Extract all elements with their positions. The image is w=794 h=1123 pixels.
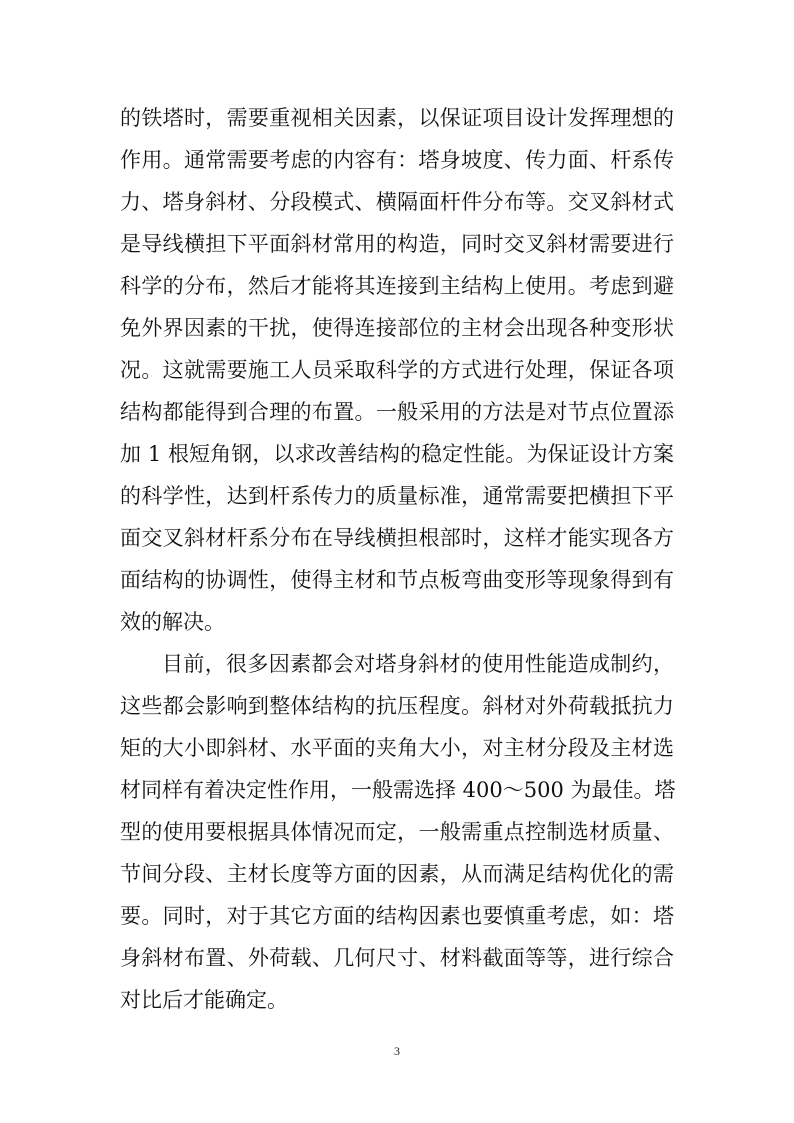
- text-line-8: 结构都能得到合理的布置。一般采用的方法是对节点位置添: [120, 400, 674, 424]
- text-line-10: 的科学性，达到杆系传力的质量标准，通常需要把横担下平: [120, 484, 674, 508]
- text-line-1: 的铁塔时，需要重视相关因素，以保证项目设计发挥理想的: [120, 106, 674, 130]
- text-line-14: 目前，很多因素都会对塔身斜材的使用性能造成制约，: [162, 652, 674, 676]
- text-line-17: 材同样有着决定性作用，一般需选择 400～500 为最佳。塔: [120, 778, 676, 802]
- text-line-5: 科学的分布，然后才能将其连接到主结构上使用。考虑到避: [120, 274, 674, 298]
- text-line-16: 矩的大小即斜材、水平面的夹角大小，对主材分段及主材选: [120, 736, 674, 760]
- text-line-13: 效的解决。: [120, 610, 225, 634]
- text-line-18: 型的使用要根据具体情况而定，一般需重点控制选材质量、: [120, 820, 674, 844]
- text-line-2: 作用。通常需要考虑的内容有：塔身坡度、传力面、杆系传: [120, 148, 674, 172]
- text-line-21: 身斜材布置、外荷载、几何尺寸、材料截面等等，进行综合: [120, 946, 674, 970]
- text-line-3: 力、塔身斜材、分段模式、横隔面杆件分布等。交叉斜材式: [120, 190, 674, 214]
- text-line-20: 要。同时，对于其它方面的结构因素也要慎重考虑，如：塔: [120, 904, 674, 928]
- text-line-4: 是导线横担下平面斜材常用的构造，同时交叉斜材需要进行: [120, 232, 674, 256]
- text-line-11: 面交叉斜材杆系分布在导线横担根部时，这样才能实现各方: [120, 526, 674, 550]
- text-line-12: 面结构的协调性，使得主材和节点板弯曲变形等现象得到有: [120, 568, 674, 592]
- text-line-22: 对比后才能确定。: [120, 988, 288, 1012]
- text-line-15: 这些都会影响到整体结构的抗压程度。斜材对外荷载抵抗力: [120, 694, 674, 718]
- text-line-9: 加 1 根短角钢，以求改善结构的稳定性能。为保证设计方案: [120, 442, 674, 466]
- text-line-7: 况。这就需要施工人员采取科学的方式进行处理，保证各项: [120, 358, 674, 382]
- text-line-6: 免外界因素的干扰，使得连接部位的主材会出现各种变形状: [120, 316, 674, 340]
- page-number: 3: [394, 1044, 400, 1058]
- text-line-19: 节间分段、主材长度等方面的因素，从而满足结构优化的需: [120, 862, 674, 886]
